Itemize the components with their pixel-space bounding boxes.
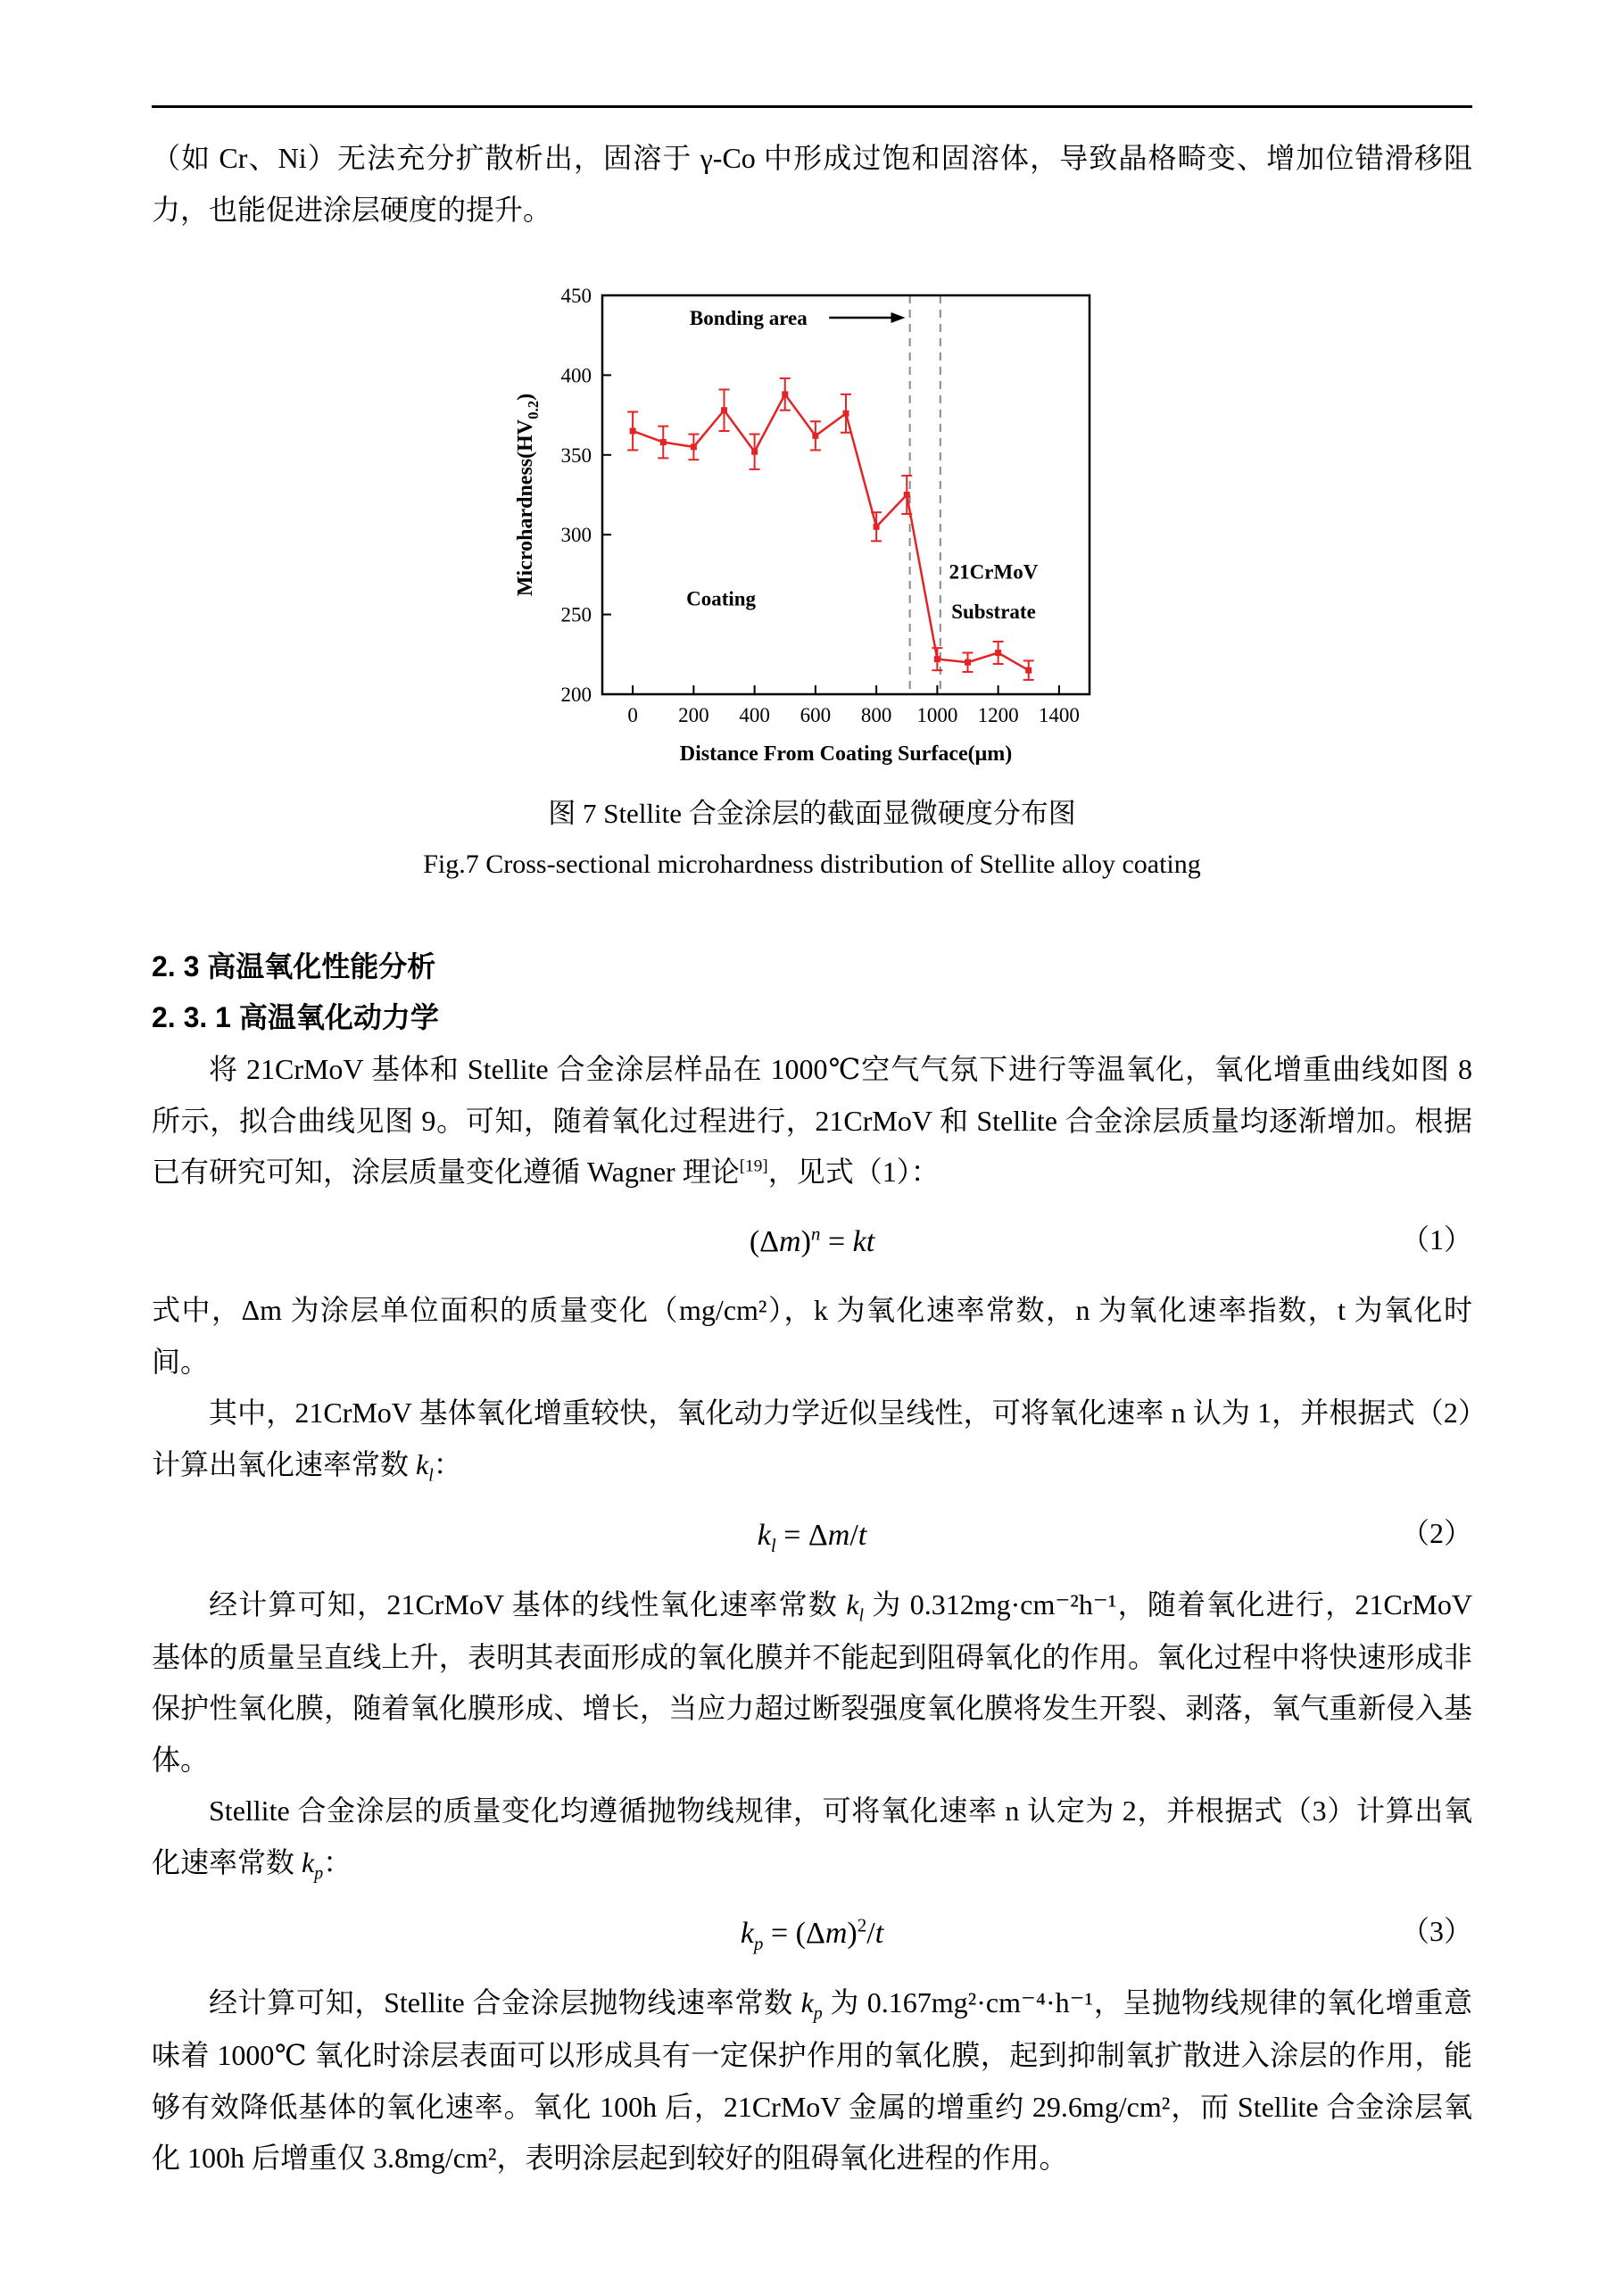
eq3-sub-p: p: [753, 1932, 764, 1954]
paragraph-kp-result: [152, 1977, 1472, 2184]
equation-1-number: （1）: [1400, 1223, 1472, 1256]
svg-text:Coating: Coating: [685, 587, 756, 610]
eq2-equals: = Δ: [775, 1518, 828, 1552]
chart-container: [152, 273, 1472, 779]
section-heading-2-3: 2. 3 高温氧化性能分析: [152, 949, 436, 982]
svg-text:200: 200: [677, 704, 709, 727]
equation-1: [152, 1214, 1472, 1269]
citation-19: [19]: [739, 1156, 768, 1176]
svg-text:450: 450: [560, 285, 592, 308]
var-kp-k: k: [302, 1846, 315, 1879]
svg-text:1200: 1200: [977, 704, 1019, 727]
paragraph-parabolic-kinetics-tail: ：: [323, 1846, 352, 1879]
equation-2-number: （2）: [1400, 1516, 1472, 1549]
equation-2: [152, 1508, 1472, 1563]
svg-text:200: 200: [560, 684, 592, 707]
paragraph-parabolic-kinetics: [152, 1786, 1472, 1890]
figure-7: [152, 273, 1472, 886]
paragraph-kp-result-text: 经计算可知，Stellite 合金涂层抛物线速率常数: [209, 1985, 801, 2018]
eq2-slash: /: [849, 1518, 858, 1552]
svg-text:350: 350: [560, 443, 592, 467]
eq3-var-t: t: [874, 1917, 884, 1951]
eq1-exp-n: n: [810, 1223, 821, 1245]
paragraph-eq1-variables: [152, 1285, 1472, 1388]
svg-text:300: 300: [560, 524, 592, 547]
var-kl-k2: k: [846, 1587, 859, 1620]
var-kp-sub: p: [314, 1863, 324, 1884]
svg-text:800: 800: [860, 704, 891, 727]
var-kl-k: k: [416, 1447, 429, 1480]
eq2-var-t: t: [858, 1518, 867, 1552]
paragraph-linear-kinetics: [152, 1388, 1472, 1492]
svg-text:Distance From Coating Surface(: Distance From Coating Surface(μm): [679, 742, 1012, 767]
figure-caption-zh: 图 7 Stellite 合金涂层的截面显微硬度分布图: [548, 798, 1076, 830]
equation-3: [152, 1906, 1472, 1961]
eq1-close: ): [800, 1224, 811, 1258]
paragraph-hardness-carryover: [152, 133, 1472, 236]
eq2-sub-l: l: [770, 1534, 776, 1556]
svg-text:Substrate: Substrate: [950, 601, 1036, 624]
paragraph-kl-result-tail: 为 0.312mg·cm⁻²h⁻¹，随着氧化进行，21CrMoV 基体的质量呈直线上升，表明其表面形成的氧化膜并不能起到阻碍氧化的作用。氧化过程中将快速形成非保护性氧化膜，随着氧化膜形成、增长，当应力超过断裂强度氧化膜将发生开裂、剥落，氧气重新侵入基体。: [152, 1587, 1472, 1776]
section-heading-2-3-1: 2. 3. 1 高温氧化动力学: [152, 1001, 439, 1034]
svg-text:250: 250: [560, 603, 592, 626]
eq1-rhs-kt: kt: [852, 1224, 875, 1258]
paragraph-eq1-variables-text: 式中，Δm 为涂层单位面积的质量变化（mg/cm²），k 为氧化速率常数，n 为氧化速率指数，t 为氧化时间。: [152, 1293, 1472, 1378]
paragraph-parabolic-kinetics-text: Stellite 合金涂层的质量变化均遵循抛物线规律，可将氧化速率 n 认定为 2，并根据式（3）计算出氧化速率常数: [152, 1795, 1472, 1879]
eq3-slash: /: [866, 1917, 875, 1951]
var-kl-sub: l: [428, 1465, 434, 1486]
paragraph-oxidation-intro: [152, 1044, 1472, 1198]
paragraph-kp-result-tail: 为 0.167mg²·cm⁻⁴·h⁻¹，呈抛物线规律的氧化增重意味着 1000℃ 氧化时涂层表面可以形成具有一定保护作用的氧化膜，起到抑制氧扩散进入涂层的作用，能够有效降低基体的氧化速率。氧化 100h 后，21CrMoV 金属的增重约 29.6mg/cm²，而 Stellite 合金涂层氧化 100h 后增重仅 3.8mg/cm²，表明涂层起到较好的阻碍氧化进程的作用。: [152, 1985, 1472, 2175]
paragraph-hardness-text: （如 Cr、Ni）无法充分扩散析出，固溶于 γ-Co 中形成过饱和固溶体，导致晶格畸变、增加位错滑移阻力，也能促进涂层硬度的提升。: [152, 142, 1472, 226]
svg-text:Bonding area: Bonding area: [689, 307, 808, 330]
equation-1-body: [750, 1225, 874, 1258]
eq1-equals: =: [820, 1224, 853, 1258]
var-kp-sub2: p: [813, 2003, 823, 2024]
paragraph-linear-kinetics-text: 其中，21CrMoV 基体氧化增重较快，氧化动力学近似呈线性，可将氧化速率 n 认为 1，并根据式（2）计算出氧化速率常数: [152, 1397, 1472, 1480]
svg-text:Microhardness(HV0.2): $Microhardness(HV_{0.2})$: [513, 394, 542, 597]
eq3-close: ): [847, 1917, 858, 1951]
equation-3-number: （3）: [1400, 1915, 1472, 1948]
svg-text:21CrMoV: 21CrMoV: [949, 560, 1038, 584]
svg-text:1000: 1000: [916, 704, 957, 727]
microhardness-chart: [509, 273, 1116, 779]
svg-text:0: 0: [626, 704, 638, 727]
var-kp-k2: k: [800, 1985, 814, 2018]
svg-text:400: 400: [738, 704, 770, 727]
equation-3-body: [740, 1914, 884, 1954]
eq2-var-m: m: [827, 1518, 850, 1552]
eq1-var-m: m: [779, 1224, 801, 1258]
eq1-open: (Δ: [749, 1224, 779, 1258]
eq3-equals: = (Δ: [763, 1917, 825, 1951]
figure-caption-en: Fig.7 Cross-sectional microhardness distribution of Stellite alloy coating: [423, 849, 1201, 879]
svg-text:400: 400: [560, 364, 592, 387]
paragraph-oxidation-intro-text: 将 21CrMoV 基体和 Stellite 合金涂层样品在 1000℃空气气氛下进行等温氧化，氧化增重曲线如图 8 所示，拟合曲线见图 9。可知，随着氧化过程进行，21CrMoV 和 Stellite 合金涂层质量均逐渐增加。根据已有研究可知，涂层质量变化遵循 Wagner 理论: [152, 1052, 1472, 1189]
paragraph-oxidation-intro-tail: ，见式（1）：: [767, 1156, 940, 1189]
paragraph-kl-result-text: 经计算可知，21CrMoV 基体的线性氧化速率常数: [209, 1587, 847, 1620]
eq3-var-m: m: [824, 1917, 848, 1951]
eq3-square: 2: [857, 1914, 867, 1936]
svg-text:1400: 1400: [1038, 704, 1080, 727]
var-kl-sub2: l: [858, 1604, 865, 1625]
eq2-var-k: k: [757, 1518, 771, 1552]
eq3-var-k: k: [740, 1917, 754, 1951]
paragraph-linear-kinetics-tail: ：: [433, 1447, 462, 1480]
svg-text:600: 600: [800, 704, 831, 727]
equation-2-body: [757, 1518, 867, 1556]
paragraph-kl-result: [152, 1579, 1472, 1786]
header-rule: [152, 105, 1472, 108]
